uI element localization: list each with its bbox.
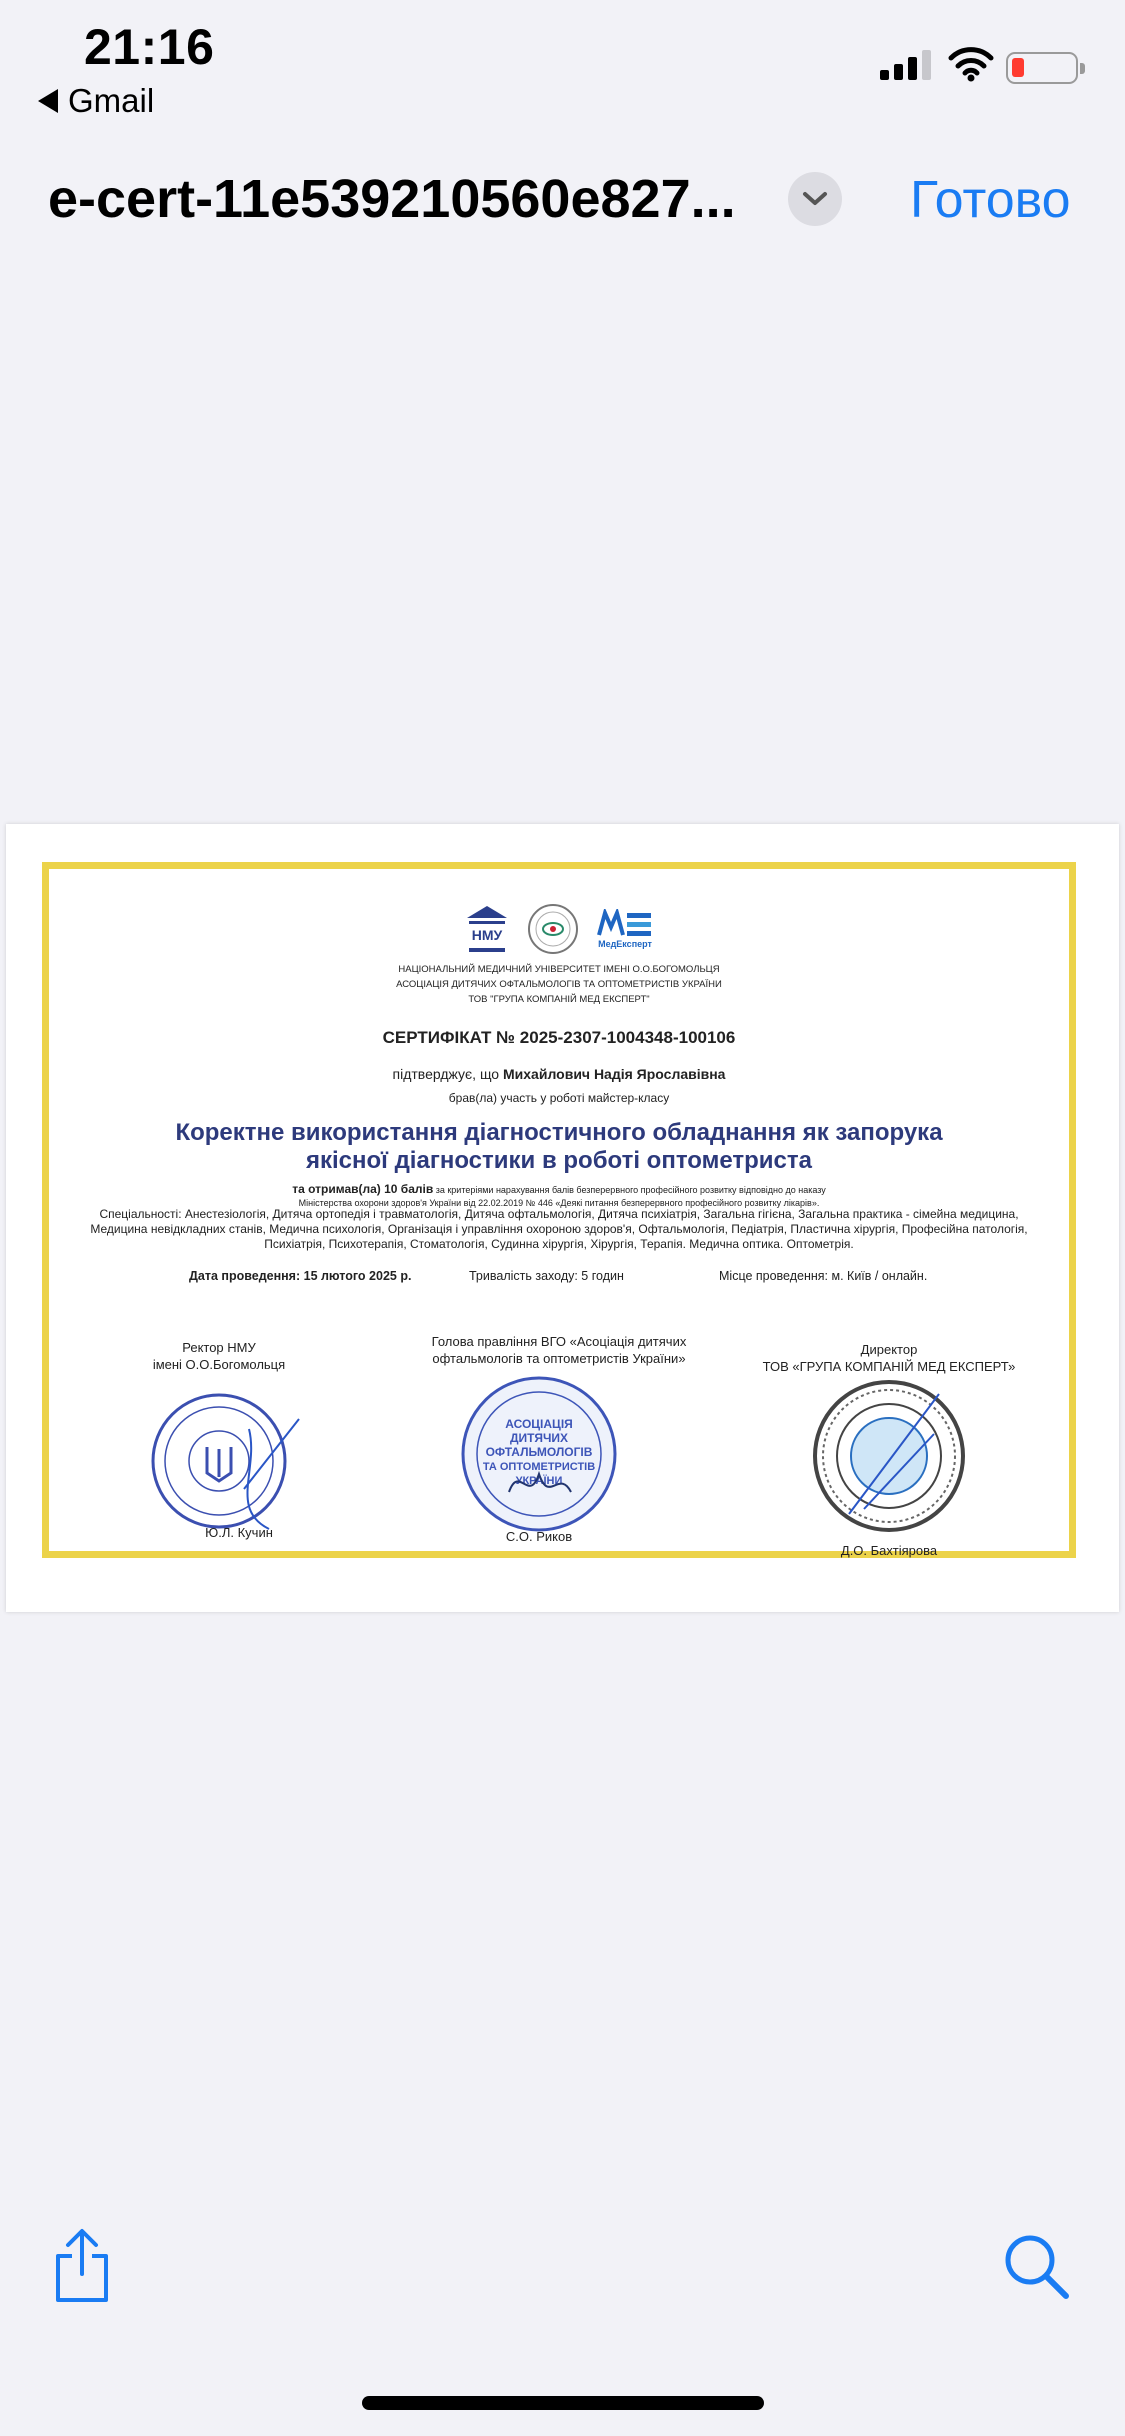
signer-2-title [389,1333,729,1367]
stamp-text: ДИТЯЧИХ [509,1431,569,1445]
event-place: Місце проведення: м. Київ / онлайн. [719,1269,928,1283]
share-icon [58,2231,106,2300]
course-title [49,1119,1069,1175]
confirms-line [49,1066,1069,1082]
signer-3-name: Д.О. Бахтіярова [840,1543,938,1558]
status-time: 21:16 [84,19,215,75]
association-seal-logo [527,903,579,955]
course-title-line: Коректне використання діагностичного обладнання як запорука [175,1119,943,1146]
stamp-text: ТА ОПТОМЕТРИСТІВ [482,1461,596,1473]
cellular-signal-icon [880,50,931,80]
org-line: ТОВ "ГРУПА КОМПАНІЙ МЕД ЕКСПЕРТ" [468,994,650,1005]
medexpert-logo [597,909,653,949]
back-app-label: Gmail [68,82,155,119]
points-criteria: за критеріями нарахування балів безперервного професійного розвитку відповідно до наказу [435,1185,826,1195]
signer-title-line: ТОВ «ГРУПА КОМПАНІЙ МЕД ЕКСПЕРТ» [762,1359,1016,1374]
event-date: Дата проведення: 15 лютого 2025 р. [189,1269,412,1283]
wifi-icon [948,46,994,82]
medexpert-logo-text: МедЕксперт [598,939,652,949]
signer-title-line: імені О.О.Богомольця [152,1357,286,1372]
stamp-text: УКРАЇНИ [515,1475,563,1487]
specialties: Спеціальності: Анестезіологія, Дитяча ортопедія і травматологія, Дитяча офтальмологія, Дитяча психіатрія, Загальна гігієна, Загальна практика - сімейна медицина, Медицина невідкладних станів, Медична психологія, Організація і управління охороною здоров'я, Офтальмологія, Педіатрія, Пластична хірургія, Професійна патологія, Психіатрія, Психотерапія, Стоматологія, Судинна хірургія, Хірургія, Терапія. Медична оптика. Оптометрія. [90,1207,1028,1251]
back-triangle-icon [38,89,58,113]
share-button[interactable] [52,2228,112,2304]
signer-title-line: офтальмологів та оптометристів України» [432,1351,686,1366]
certificate-frame [42,862,1076,1558]
recipient-name: Михайлович Надія Ярославівна [503,1066,726,1082]
back-to-gmail[interactable] [38,82,154,120]
points-earned: та отримав(ла) 10 балів [292,1182,434,1196]
signer-title-line: Ректор НМУ [182,1340,256,1355]
stamp-text: АСОЦІАЦІЯ [505,1417,573,1431]
signer-1-name: Ю.Л. Кучин [205,1525,273,1540]
search-button[interactable] [1002,2232,1072,2302]
done-button[interactable]: Готово [910,171,1071,229]
nmu-stamp [149,1389,309,1539]
home-indicator[interactable] [362,2396,764,2410]
chevron-down-icon [802,191,828,207]
nmu-logo-text: НМУ [471,927,503,943]
signer-3-title [739,1341,1039,1375]
association-stamp [459,1374,619,1534]
medexpert-stamp [809,1374,969,1544]
signer-2-name: С.О. Риков [505,1529,573,1544]
nmu-logo [465,904,509,954]
search-icon [1008,2238,1066,2296]
certificate-number: СЕРТИФІКАТ № 2025-2307-1004348-100106 [382,1028,736,1047]
stamp-text: ОФТАЛЬМОЛОГІВ [485,1445,593,1459]
battery-icon [1006,52,1078,84]
course-title-line: якісної діагностики в роботі оптометриста [305,1147,813,1174]
title-menu-button[interactable] [788,172,842,226]
event-duration: Тривалість заходу: 5 годин [469,1269,624,1283]
logos-row [49,903,1069,955]
organizations [49,962,1069,1007]
org-line: НАЦІОНАЛЬНИЙ МЕДИЧНИЙ УНІВЕРСИТЕТ ІМЕНІ О.О.БОГОМОЛЬЦЯ [398,964,720,975]
document-title: e-cert-11e539210560e827... [48,169,736,229]
org-line: АСОЦІАЦІЯ ДИТЯЧИХ ОФТАЛЬМОЛОГІВ ТА ОПТОМЕТРИСТІВ УКРАЇНИ [396,979,722,990]
signer-1-title [129,1339,309,1373]
signer-title-line: Голова правління ВГО «Асоціація дитячих [431,1334,687,1349]
certificate-document [6,824,1119,1612]
points-order: Міністерства охорони здоров'я України від 22.02.2019 № 446 «Деякі питання безперервного професійного розвитку лікарів». [298,1198,820,1208]
confirms-prefix: підтверджує, що [392,1066,500,1082]
signer-title-line: Директор [860,1342,918,1357]
participation-line: брав(ла) участь у роботі майстер-класу [448,1091,670,1105]
points-statement [49,1183,1069,1210]
